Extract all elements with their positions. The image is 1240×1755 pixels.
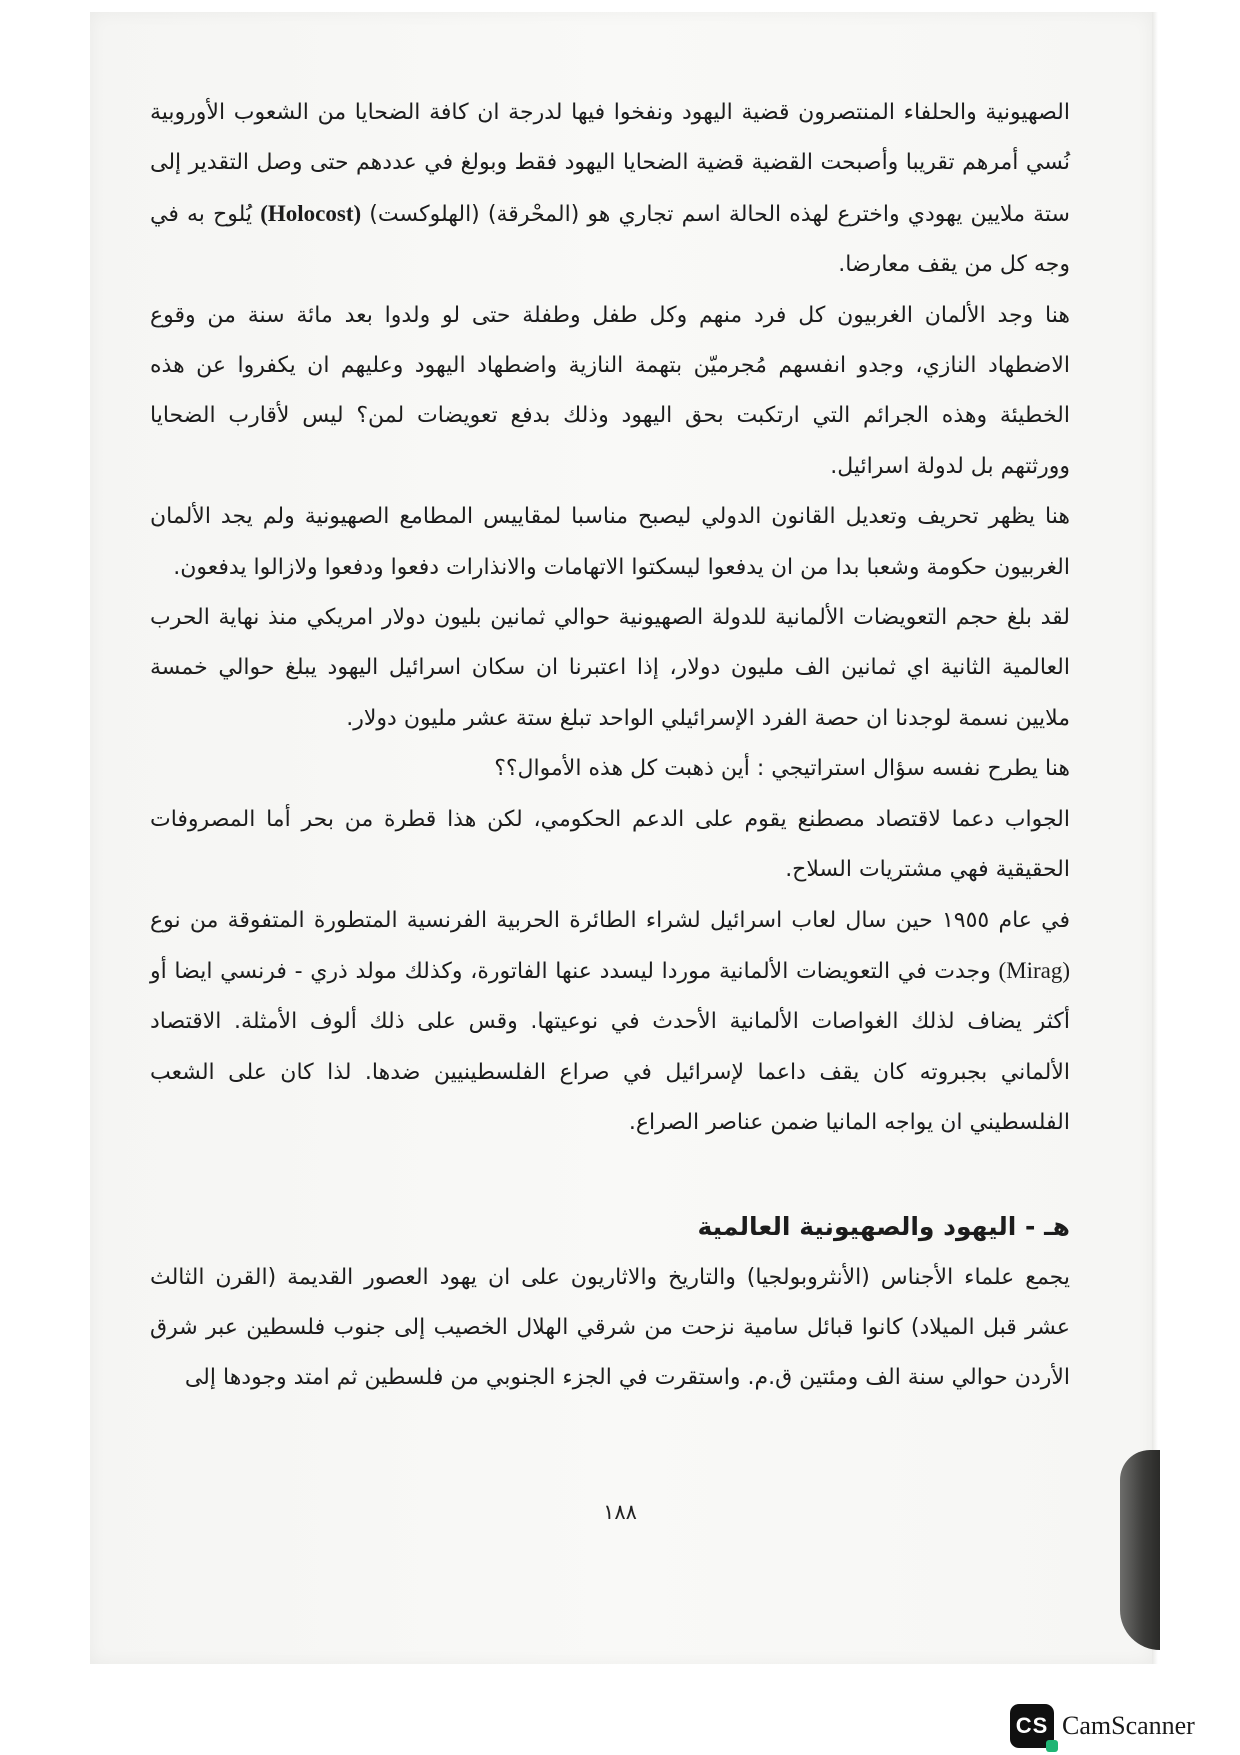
- paragraph-7-end: ايضا أو أكثر يضاف لذلك الغواصات الألمانية الأحدث في نوعيتها. وقس على ذلك ألوف الأمثلة. الاقتصاد الألماني بجبروته كان يقف داعما لإسرائيل في صراع الفلسطينيين ضدها. لذا كان على الشعب الفلسطيني ان يواجه المانيا ضمن عناصر الصراع.: [150, 958, 1070, 1136]
- page-edge: [1152, 12, 1158, 1664]
- latin-term-holocost: (Holocost): [260, 200, 362, 226]
- paragraph-1-text: الصهيونية والحلفاء المنتصرون قضية اليهود ونفخوا فيها لدرجة ان كافة الضحايا من الشعوب الأوروبية نُسي أمرهم تقريبا وأصبحت القضية قضية الضحايا اليهود فقط وبولغ في عددهم حتى وصل التقدير إلى ستة ملايين يهودي واخترع لهذه الحالة اسم تجاري هو (المحْرقة) (الهلوكست): [150, 100, 1070, 227]
- paragraph-7-text: في عام ١٩٥٥ حين سال لعاب اسرائيل لشراء الطائرة الحربية الفرنسية المتطورة المتفوقة من نوع: [150, 907, 1071, 933]
- camscanner-logo-icon: CS: [1010, 1704, 1054, 1748]
- paragraph-1: [150, 88, 1070, 291]
- paragraph-4: لقد بلغ حجم التعويضات الألمانية للدولة الصهيونية حوالي ثمانين بليون دولار امريكي منذ نهاية الحرب العالمية الثانية اي ثمانين الف مليون دولار، إذا اعتبرنا ان سكان اسرائيل اليهود يبلغ حوالي خمسة ملايين نسمة لوجدنا ان حصة الفرد الإسرائيلي الواحد تبلغ ستة عشر مليون دولار.: [150, 605, 1070, 731]
- paragraph-2: هنا وجد الألمان الغربيون كل فرد منهم وكل طفل وطفلة حتى لو ولدوا بعد مائة سنة من وقوع الاضطهاد النازي، وجدو انفسهم مُجرميّن بتهمة النازية واضطهاد اليهود وعليهم ان يكفروا عن هذه الخطيئة وهذه الجرائم التي ارتكبت بحق اليهود وذلك بدفع تعويضات لمن؟ ليس لأقارب الضحايا وورثتهم بل لدولة اسرائيل.: [150, 302, 1070, 479]
- page-number: ١٨٨: [603, 1500, 637, 1524]
- camscanner-watermark: [1010, 1703, 1195, 1749]
- latin-term-mirag: (Mirag): [998, 957, 1071, 983]
- camscanner-name: CamScanner: [1062, 1711, 1195, 1740]
- paragraph-6: الجواب دعما لاقتصاد مصطنع يقوم على الدعم الحكومي، لكن هذا قطرة من بحر أما المصروفات الحقيقية فهي مشتريات السلاح.: [150, 806, 1070, 883]
- page-body: [150, 88, 1070, 1404]
- section-heading: هـ - اليهود والصهيونية العالمية: [697, 1211, 1070, 1241]
- paragraph-7: [150, 896, 1070, 1149]
- paragraph-7-cont: وجدت في التعويضات الألمانية موردا ليسدد عنها الفاتورة، وكذلك مولد ذري - فرنسي: [220, 958, 991, 984]
- paragraph-5: هنا يطرح نفسه سؤال استراتيجي : أين ذهبت كل هذه الأموال؟؟: [494, 756, 1070, 782]
- thumb-shadow: [1120, 1450, 1160, 1650]
- paragraph-3: هنا يظهر تحريف وتعديل القانون الدولي ليصبح مناسبا لمقاييس المطامع الصهيونية ولم يجد الألمان الغربيون حكومة وشعبا بدا من ان يدفعوا ليسكتوا الاتهامات والانذارات دفعوا ودفعوا ولازالوا يدفعون.: [150, 504, 1070, 580]
- paragraph-1-end: يُلوح به في وجه كل من يقف معارضا.: [150, 201, 1070, 278]
- section-paragraph: يجمع علماء الأجناس (الأنثروبولجيا) والتاريخ والاثاريون على ان يهود العصور القديمة (القرن الثالث عشر قبل الميلاد) كانوا قبائل سامية نزحت من شرقي الهلال الخصيب إلى جنوب فلسطين عبر شرق الأردن حوالي سنة الف ومئتين ق.م. واستقرت في الجزء الجنوبي من فلسطين ثم امتد وجودها إلى: [150, 1264, 1070, 1391]
